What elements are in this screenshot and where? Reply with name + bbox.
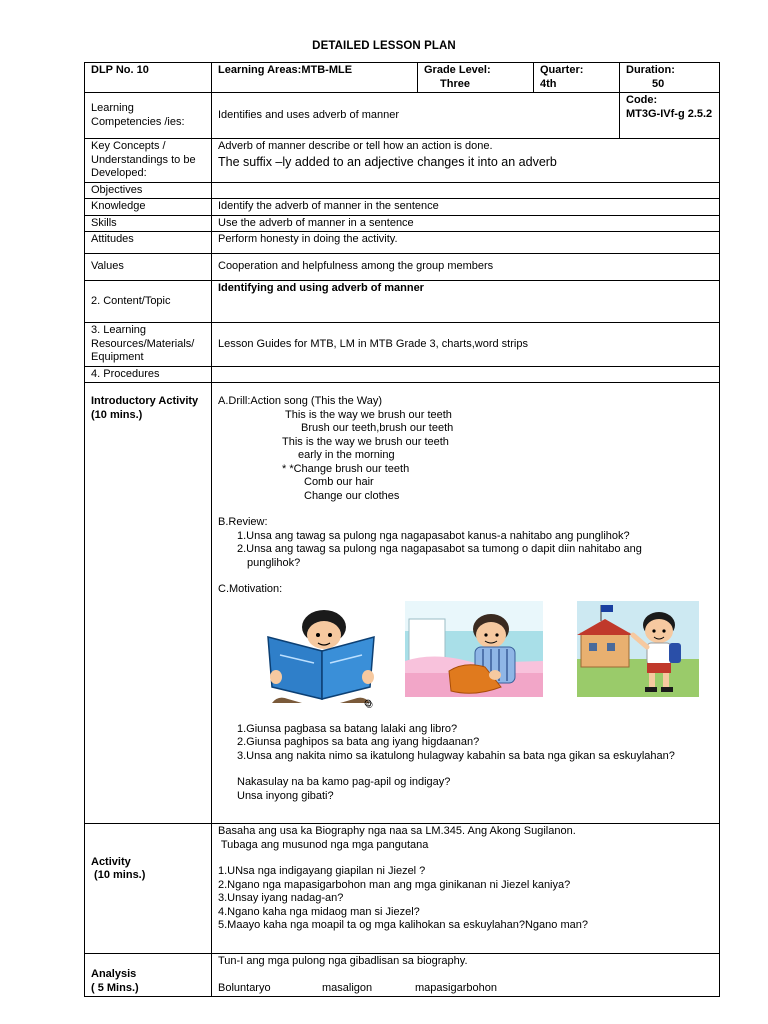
objectives-label: Objectives (85, 182, 212, 199)
objectives-row (85, 182, 720, 199)
activity-question: 1.UNsa nga indigayang giapilan ni Jiezel ? (218, 865, 426, 877)
review-question: 2.Unsa ang tawag sa pulong nga nagapasabot sa tumong o dapit diin nahitabo ang (237, 543, 642, 555)
knowledge-value: Identify the adverb of manner in the sentence (212, 199, 720, 216)
activity-question: 5.Maayo kaha nga moapil ta og mga kalihokan sa eskuylahan?Ngano man? (218, 919, 588, 931)
resources-label: 3. Learning Resources/Materials/ Equipment (85, 323, 212, 367)
motivation-heading: C.Motivation: (218, 583, 283, 595)
intro-content (212, 383, 720, 824)
song-line: Comb our hair (304, 476, 374, 488)
attitudes-value: Perform honesty in doing the activity. (212, 232, 720, 254)
boy-from-school-picture (577, 601, 699, 697)
review-heading: B.Review: (218, 516, 268, 528)
attitudes-label: Attitudes (85, 232, 212, 254)
motivation-question: Unsa inyong gibati? (237, 789, 334, 802)
attitudes-row (85, 232, 720, 254)
drill-heading: A.Drill:Action song (This the Way) (218, 395, 383, 407)
content-label: 2. Content/Topic (85, 281, 212, 323)
header-row (85, 63, 720, 93)
motivation-pictures (218, 607, 714, 717)
grade-level: Grade Level: Three (418, 63, 534, 93)
analysis-row (85, 954, 720, 997)
content-value: Identifying and using adverb of manner (212, 281, 720, 323)
motivation-question: 3.Unsa ang nakita nimo sa ikatulong hulagway kabahin sa bata nga gikan sa eskuylahan? (237, 749, 675, 762)
knowledge-row (85, 199, 720, 216)
learning-areas: Learning Areas:MTB-MLE (212, 63, 418, 93)
duration: Duration: 50 (620, 63, 720, 93)
values-row (85, 254, 720, 281)
analysis-word: mapasigarbohon (415, 981, 497, 994)
procedures-label: 4. Procedures (85, 366, 212, 383)
song-line: Change our clothes (304, 489, 400, 502)
intro-label: Introductory Activity (10 mins.) (85, 383, 212, 824)
key-concepts-label: Key Concepts / Understandings to be Developed: (85, 139, 212, 183)
procedures-row (85, 366, 720, 383)
resources-row (85, 323, 720, 367)
activity-row (85, 824, 720, 954)
values-label: Values (85, 254, 212, 281)
key-concepts-value: Adverb of manner describe or tell how an action is done. The suffix –ly added to an adjective changes it into an adverb (212, 139, 720, 183)
song-line: * *Change brush our teeth (282, 462, 410, 475)
skills-row (85, 215, 720, 232)
activity-label: Activity (10 mins.) (85, 824, 212, 954)
competencies-label: Learning Competencies /ies: (85, 93, 212, 139)
skills-value: Use the adverb of manner in a sentence (212, 215, 720, 232)
copyright-mark: © (366, 699, 373, 710)
key-concepts-row (85, 139, 720, 183)
document-title: DETAILED LESSON PLAN (312, 40, 456, 52)
review-question: punglihok? (247, 556, 301, 569)
analysis-word: Boluntaryo (218, 981, 271, 994)
resources-value: Lesson Guides for MTB, LM in MTB Grade 3, charts,word strips (212, 323, 720, 367)
song-line: This is the way we brush our teeth (282, 435, 449, 448)
motivation-question: 2.Giunsa paghipos sa bata ang iyang higdaanan? (237, 736, 480, 748)
boy-making-bed-picture (405, 601, 543, 697)
activity-question: 2.Ngano nga mapasigarbohon man ang mga ginikanan ni Jiezel kaniya? (218, 878, 571, 891)
activity-question: 4.Ngano kaha nga midaog man si Jiezel? (218, 905, 420, 918)
song-line: Brush our teeth,brush our teeth (301, 422, 454, 434)
activity-content: Basaha ang usa ka Biography nga naa sa LM.345. Ang Akong Sugilanon. Tubaga ang musunod nga mga pangutana 1.UNsa nga indigayang giapilan ni Jiezel ? 2.Ngano nga mapasigarbohon man ang mga ginikanan ni Jiezel kaniya? 3.Unsay iyang nadag-an? 4.Ngano kaha nga midaog man si Jiezel? 5.Maayo kaha nga moapil ta og mga kalihokan sa eskuylahan?Ngano man? (212, 824, 720, 954)
introductory-activity-row (85, 383, 720, 824)
dlp-number: DLP No. 10 (85, 63, 212, 93)
review-question: 1.Unsa ang tawag sa pulong nga nagapasabot kanus-a nahitabo ang punglihok? (237, 529, 630, 542)
quarter: Quarter: 4th (534, 63, 620, 93)
analysis-label: Analysis ( 5 Mins.) (85, 954, 212, 997)
motivation-question: 1.Giunsa pagbasa sa batang lalaki ang libro? (237, 722, 458, 735)
song-line: This is the way we brush our teeth (285, 408, 452, 421)
competencies-row (85, 93, 720, 139)
boy-reading-picture (258, 607, 383, 707)
analysis-content: Tun-I ang mga pulong nga gibadlisan sa biography. Boluntaryo masaligon mapasigarbohon (212, 954, 720, 997)
knowledge-label: Knowledge (85, 199, 212, 216)
analysis-word: masaligon (322, 981, 373, 994)
song-line: early in the morning (298, 449, 395, 461)
values-value: Cooperation and helpfulness among the group members (212, 254, 720, 281)
competencies-value: Identifies and uses adverb of manner (212, 93, 620, 139)
motivation-question: Nakasulay na ba kamo pag-apil og indigay? (237, 776, 451, 788)
code: Code: MT3G-IVf-g 2.5.2 (620, 93, 720, 139)
skills-label: Skills (85, 215, 212, 232)
analysis-words (218, 982, 714, 996)
lesson-plan-table (84, 62, 720, 997)
activity-question: 3.Unsay iyang nadag-an? (218, 892, 344, 904)
content-row (85, 281, 720, 323)
